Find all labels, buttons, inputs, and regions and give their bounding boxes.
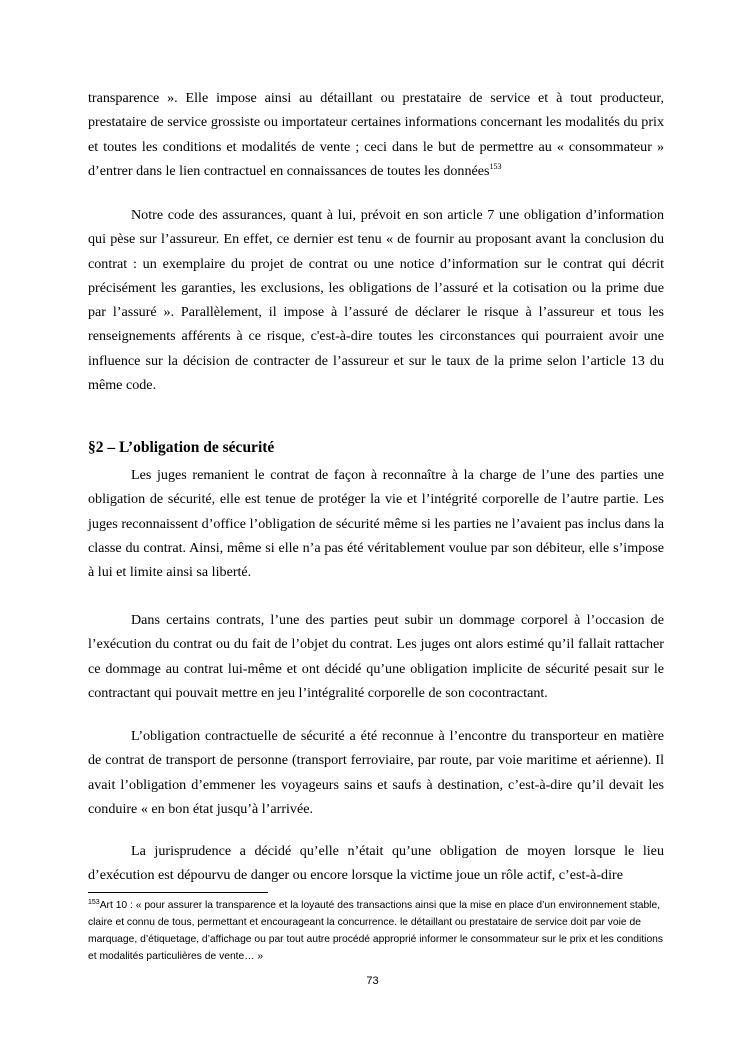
footnote-number: 153 bbox=[88, 899, 100, 906]
paragraph-text: Notre code des assurances, quant à lui, prévoit en son article 7 une obligation d’information qui pèse sur l’assureur. En effet, ce dernier est tenu « de fournir au proposant avant la conclusion du contrat : un exemplaire du projet de contrat ou une notice d’information sur le contrat qui décrit précisément les garanties, les exclusions, les obligations de l’assuré et la cotisation ou la prime due par l’assuré ». Parallèlement, il impose à l’assuré de déclarer le risque à l’assureur et tous les renseignements afférents à ce risque, c'est-à-dire toutes les circonstances qui pourraient avoir une influence sur la décision de contracter de l’assureur et sur le taux de la prime selon l’article 13 du même code. bbox=[88, 207, 664, 394]
section-heading: §2 – L’obligation de sécurité bbox=[88, 439, 275, 456]
paragraph-transparence bbox=[88, 86, 664, 183]
paragraph-text: L’obligation contractuelle de sécurité a été reconnue à l’encontre du transporteur en matière de contrat de transport de personne (transport ferroviaire, par route, par voie maritime et aérienne). Il avait l’obligation d’emmener les voyageurs sains et saufs à destination, c’est-à-dire qu’il devait les conduire « en bon état jusqu’à l’arrivée. bbox=[88, 728, 664, 817]
footnote-reference[interactable]: 153 bbox=[489, 161, 502, 171]
paragraph-text: La jurisprudence a décidé qu’elle n’était qu’une obligation de moyen lorsque le lieu d’exécution est dépourvu de danger ou encore lorsque la victime joue un rôle actif, c’est-à-dire bbox=[88, 843, 664, 884]
paragraph-text: Les juges remanient le contrat de façon à reconnaître à la charge de l’une des parties une obligation de sécurité, elle est tenue de protéger la vie et l’intégrité corporelle de l’autre partie. Les juges reconnaissent d’office l’obligation de sécurité même si les parties ne l’avaient pas inclus dans la classe du contrat. Ainsi, même si elle n’a pas été véritablement voulue par son débiteur, elle s’impose à lui et limite ainsi sa liberté. bbox=[88, 467, 664, 581]
footnote-separator bbox=[88, 892, 268, 893]
paragraph-juges-remanient bbox=[88, 463, 664, 584]
page-number: 73 bbox=[366, 975, 379, 987]
paragraph-text: Dans certains contrats, l’une des parties peut subir un dommage corporel à l’occasion de l’exécution du contrat ou du fait de l’objet du contrat. Les juges ont alors estimé qu’il fallait rattacher ce dommage au contrat lui-même et ont décidé qu’une obligation implicite de sécurité pesait sur le contractant qui pouvait mettre en jeu l’intégralité corporelle de son cocontractant. bbox=[88, 612, 664, 701]
paragraph-obligation-contractuelle bbox=[88, 724, 664, 821]
footnote-text: Art 10 : « pour assurer la transparence et la loyauté des transactions ainsi que la mise en place d’un environnement stable, claire et connu de tous, permettant et encourageant la concurrence. le détaillant ou prestataire de service doit par voie de marquage, d’étiquetage, d’affichage ou par tout autre procédé approprié informer le consommateur sur le prix et les conditions et modalités particulières de vente… » bbox=[88, 900, 664, 962]
paragraph-jurisprudence bbox=[88, 839, 664, 888]
paragraph-text: transparence ». Elle impose ainsi au détaillant ou prestataire de service et à tout producteur, prestataire de service grossiste ou importateur certaines informations concernant les modalités du prix et toutes les conditions et modalités de vente ; ceci dans le but de permettre au « consommateur » d’entrer dans le lien contractuel en connaissances de toutes les données bbox=[88, 90, 664, 179]
paragraph-code-des-assurances bbox=[88, 203, 664, 397]
footnote bbox=[88, 897, 664, 965]
paragraph-certains-contrats bbox=[88, 608, 664, 705]
